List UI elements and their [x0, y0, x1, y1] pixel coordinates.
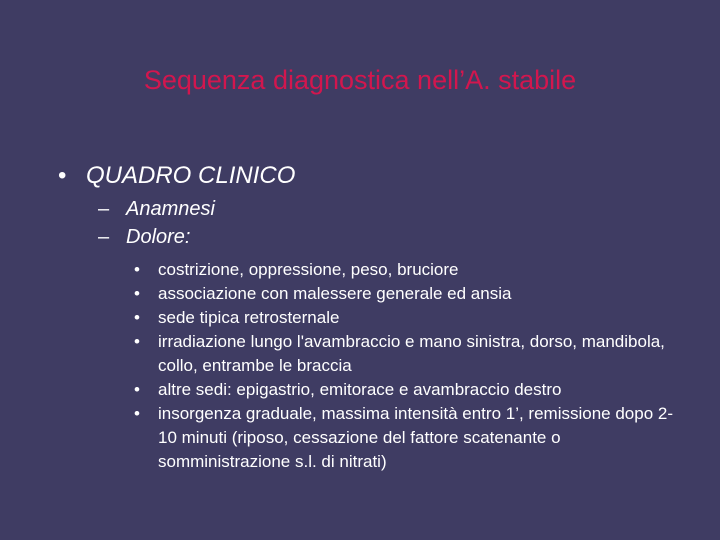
sub-item: [98, 195, 215, 223]
detail-text: insorgenza graduale, massima intensità entro 1’, remissione dopo 2-10 minuti (riposo, cessazione del fattore scatenante o somministrazione s.l. di nitrati): [158, 404, 673, 471]
detail-text: sede tipica retrosternale: [158, 308, 340, 327]
bullet-icon: •: [134, 380, 140, 399]
detail-text: associazione con malessere generale ed ansia: [158, 284, 512, 303]
bullet-icon: •: [134, 260, 140, 279]
detail-item: [134, 306, 674, 330]
slide-title: Sequenza diagnostica nell’A. stabile: [143, 65, 577, 95]
detail-item: [134, 402, 674, 474]
detail-text: costrizione, oppressione, peso, bruciore: [158, 260, 459, 279]
bullet-icon: •: [58, 162, 67, 189]
detail-item: [134, 282, 674, 306]
sub-item-text: Anamnesi: [126, 198, 215, 220]
bullet-icon: •: [134, 308, 140, 327]
dash-icon: –: [98, 198, 110, 220]
detail-item: [134, 378, 674, 402]
sub-list: [98, 195, 215, 251]
bullet-icon: •: [134, 284, 140, 303]
detail-text: irradiazione lungo l'avambraccio e mano sinistra, dorso, mandibola, collo, entrambe le braccia: [158, 332, 665, 375]
heading-text: QUADRO CLINICO: [86, 162, 296, 189]
sub-item: [98, 223, 215, 251]
bullet-icon: •: [134, 404, 140, 423]
dash-icon: –: [98, 226, 110, 248]
detail-item: [134, 330, 674, 378]
detail-item: [134, 258, 674, 282]
heading-row: [58, 160, 295, 192]
detail-list: [134, 258, 674, 474]
bullet-icon: •: [134, 332, 140, 351]
sub-item-text: Dolore:: [126, 226, 191, 248]
detail-text: altre sedi: epigastrio, emitorace e avambraccio destro: [158, 380, 562, 399]
